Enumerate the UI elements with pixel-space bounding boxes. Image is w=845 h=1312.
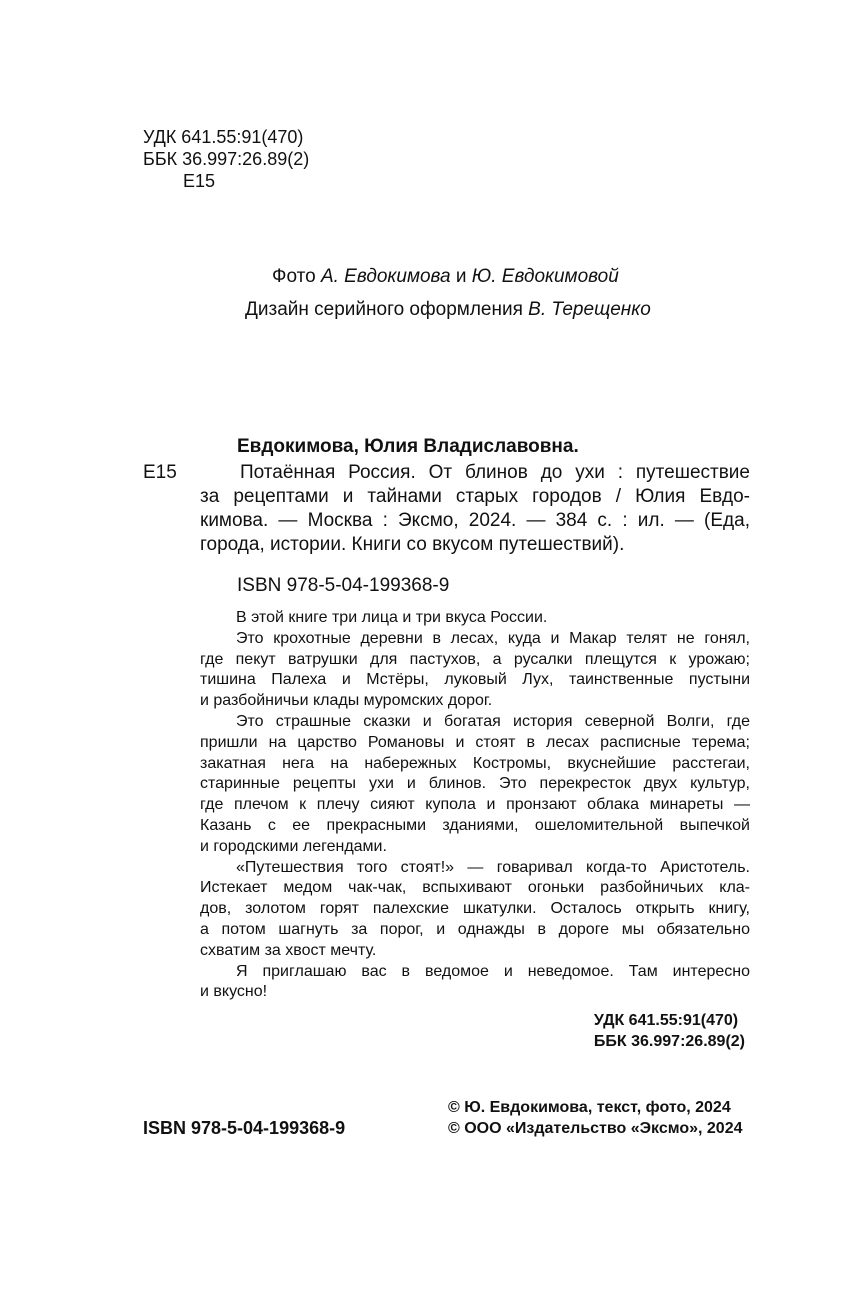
copyright-block [448, 1097, 743, 1139]
record-description [200, 461, 750, 557]
footer-isbn: ISBN 978-5-04-199368-9 [143, 1118, 346, 1138]
annotation-line: В этой книге три лица и три вкуса России. [236, 609, 548, 626]
record-line: за рецептами и тайнами старых городов / Юлия Евдо- [200, 486, 750, 507]
annotation-line: и городскими легендами. [200, 837, 387, 855]
annotation-line: старинные рецепты ухи и блинов. Это перекресток двух культур, [200, 775, 750, 793]
annotation-line: а потом шагнуть за порог, и однажды в дороге мы обязательно [200, 920, 750, 938]
copyright-publisher: © ООО «Издательство «Эксмо», 2024 [448, 1120, 743, 1137]
design-credit [245, 299, 651, 321]
photo-credit-prefix: Фото [272, 266, 316, 287]
index-codes [594, 1010, 745, 1052]
photo-credit-name-1: А. Евдокимова [320, 266, 451, 287]
annotation-line: «Путешествия того стоят!» — говаривал когда-то Аристотель. [236, 858, 750, 876]
record-author: Евдокимова, Юлия Владиславовна. [237, 436, 579, 457]
annotation-line: Казань с ее прекрасными зданиями, ошеломительной выпечкой [200, 816, 750, 834]
annotation [200, 608, 750, 1003]
design-credit-name: В. Терещенко [528, 299, 651, 320]
annotation-line: Истекает медом чак-чак, вспыхивают огоньки разбойничьих кла- [200, 879, 750, 897]
annotation-line: Я приглашаю вас в ведомое и неведомое. Там интересно [236, 962, 750, 980]
design-credit-prefix: Дизайн серийного оформления [245, 299, 523, 320]
annotation-line: закатная нега на набережных Костромы, вкуснейшие расстегаи, [200, 754, 750, 772]
photo-credit [272, 266, 619, 288]
annotation-line: где пекут ватрушки для пастухов, а русалки плещутся к урожаю; [200, 650, 750, 668]
record-line: Потаённая Россия. От блинов до ухи : путешествие [240, 462, 750, 483]
index-udk: УДК 641.55:91(470) [593, 1012, 739, 1029]
annotation-line: и вкусно! [200, 983, 268, 1001]
record-isbn: ISBN 978-5-04-199368-9 [237, 575, 450, 596]
record-line: города, истории. Книги со вкусом путешествий). [200, 534, 625, 555]
record-mark: Е15 [143, 462, 177, 483]
annotation-line: схватим за хвост мечту. [200, 941, 377, 959]
author-mark: Е15 [183, 171, 216, 191]
photo-credit-name-2: Ю. Евдокимовой [471, 266, 619, 287]
annotation-line: где плечом к плечу сияют купола и пронзают облака минареты — [200, 796, 750, 814]
record-line: кимова. — Москва : Эксмо, 2024. — 384 с. : ил. — (Еда, [200, 510, 750, 531]
annotation-line: Это страшные сказки и богатая история северной Волги, где [236, 712, 750, 730]
copyright-author: © Ю. Евдокимова, текст, фото, 2024 [448, 1099, 731, 1116]
annotation-line: тишина Палеха и Мстёры, луковый Лух, таинственные пустыни [200, 671, 750, 689]
annotation-line: Это крохотные деревни в лесах, куда и Макар телят не гонял, [236, 629, 750, 647]
annotation-line: дов, золотом горят палехские шкатулки. Осталось открыть книгу, [200, 900, 750, 918]
photo-credit-and: и [455, 266, 467, 287]
annotation-line: пришли на царство Романовы и стоят в лесах расписные терема; [200, 733, 750, 751]
udk-code: УДК 641.55:91(470) [143, 127, 304, 147]
annotation-line: и разбойничьи клады муромских дорог. [200, 692, 493, 710]
bbk-code: ББК 36.997:26.89(2) [143, 149, 310, 169]
index-bbk: ББК 36.997:26.89(2) [593, 1033, 745, 1050]
